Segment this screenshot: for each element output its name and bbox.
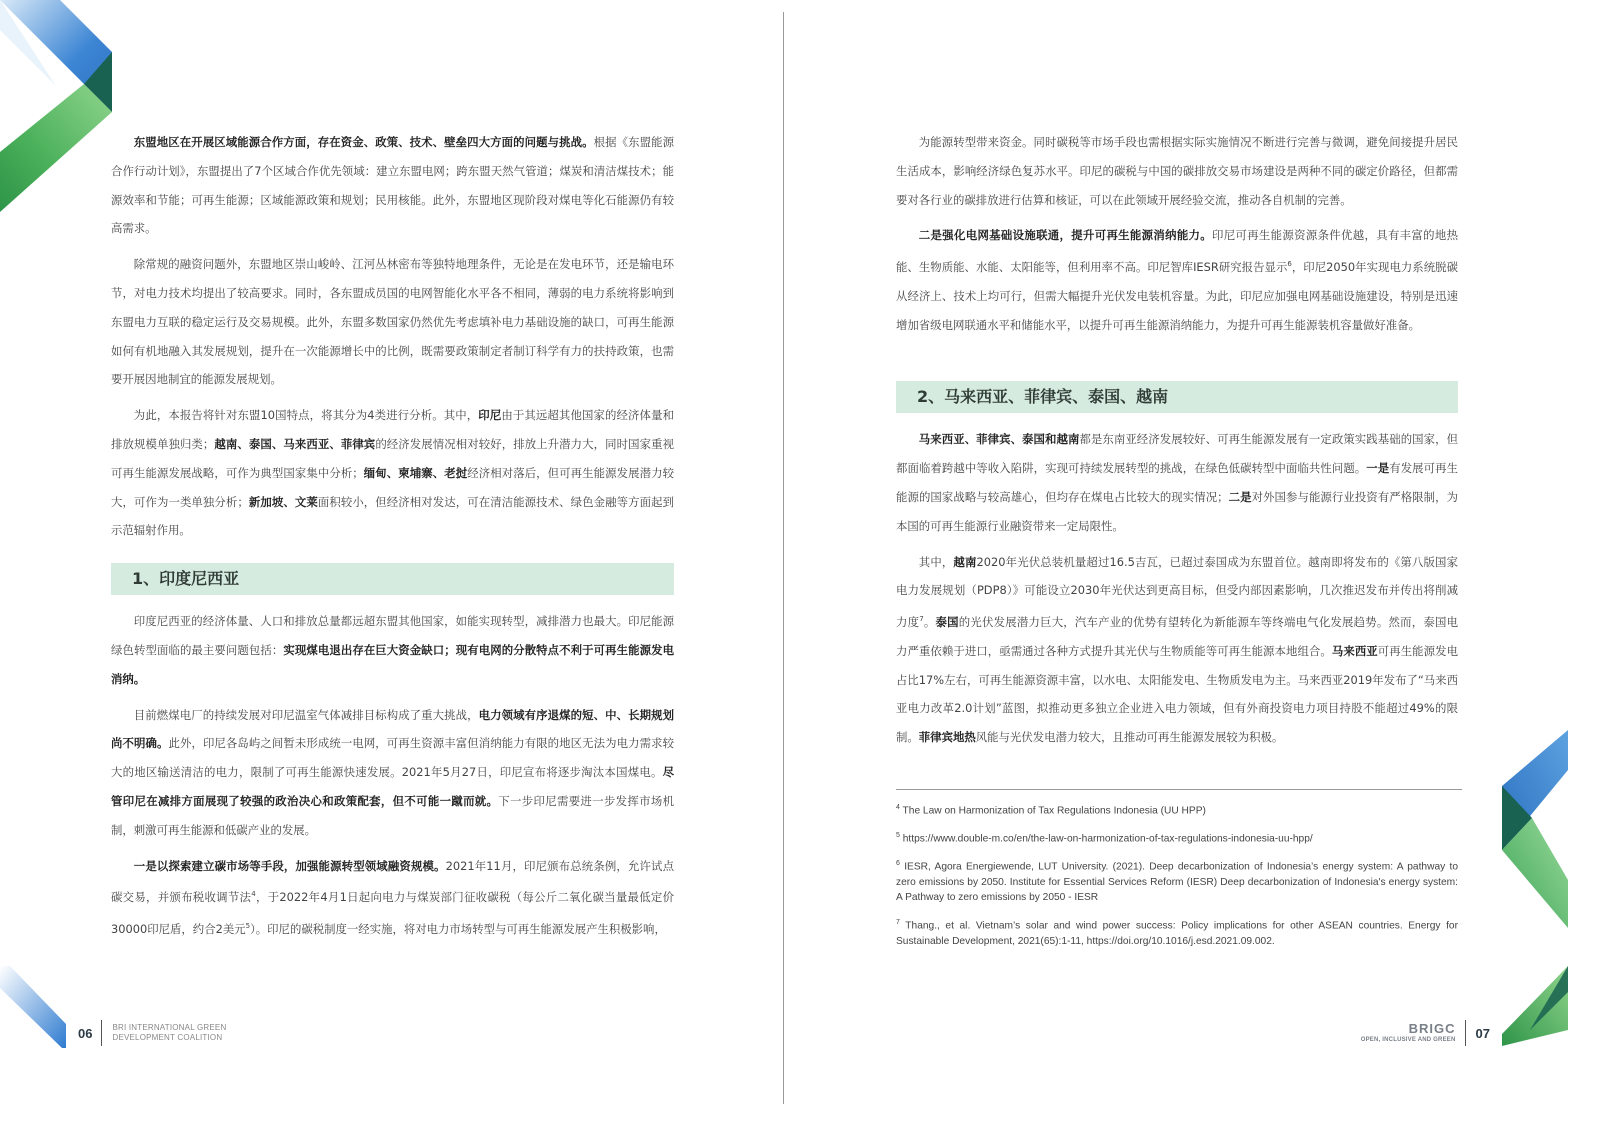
bold-text: 新加坡、文莱 <box>248 494 318 509</box>
right-paragraphs-before <box>896 128 1458 339</box>
bold-text: 印尼 <box>478 408 502 423</box>
right-paragraphs-after <box>896 425 1458 752</box>
left-footer <box>78 1020 226 1046</box>
text-run: 2021年11月，印尼颁布总统条例，允许试点碳交易，并颁布税收调节法 <box>111 858 674 905</box>
footnote-reference: 4 <box>251 890 256 899</box>
text-run: ，于2022年4月1日起向电力与煤炭部门征收碳税（每公斤二氧化碳当量最低定价30000印尼盾，约合2美元 <box>111 890 674 936</box>
footnote-item <box>896 828 1458 847</box>
text-run: 由于其远超其他国家的经济体量和排放规模单独归类； <box>111 408 674 451</box>
footnote-text: The Law on Harmonization of Tax Regulations Indonesia (UU HPP) <box>899 805 1206 817</box>
page-number: 06 <box>78 1025 93 1041</box>
corner-chevron-decoration-top-left <box>0 0 114 212</box>
footnote-item <box>896 856 1458 906</box>
right-body-column <box>896 128 1458 958</box>
left-paragraphs-after <box>111 607 674 943</box>
bold-text: 二是强化电网基础设施联通，提升可再生能源消纳能力。 <box>918 228 1213 243</box>
footnotes <box>896 800 1458 949</box>
bold-text: 马来西亚 <box>1331 643 1378 658</box>
text-run: 印度尼西亚的经济体量、人口和排放总量都远超东盟其他国家，如能实现转型，减排潜力也最大。印尼能源绿色转型面临的最主要问题包括： <box>111 614 674 657</box>
body-paragraph <box>111 128 674 243</box>
corner-chevron-decoration-right <box>1502 730 1568 1050</box>
text-run: 都是东南亚经济发展较好、可再生能源发展有一定政策实践基础的国家，但都面临着跨越中等收入陷阱，实现可持续发展转型的挑战，在绿色低碳转型中面临共性问题。 <box>896 432 1458 476</box>
bold-text: 尽管印尼在减排方面展现了较强的政治决心和政策配套，但不可能一蹴而就。 <box>111 765 674 808</box>
text-run: 下一步印尼需要进一步发挥市场机制，刺激可再生能源和低碳产业的发展。 <box>111 793 674 837</box>
bold-text: 泰国 <box>935 614 959 629</box>
text-run: 的经济发展情况相对较好，排放上升潜力大，同时国家重视可再生能源发展战略，可作为典型国家集中分析； <box>111 436 674 480</box>
footnote-reference: 7 <box>919 615 924 624</box>
bold-text: 一是 <box>1366 461 1390 476</box>
text-run: ）。印尼的碳税制度一经实施，将对电力市场转型与可再生能源发展产生积极影响， <box>250 921 666 936</box>
bold-text: 电力领域有序退煤的短、中、长期规划尚不明确。 <box>111 707 674 751</box>
text-run: 根据《东盟能源合作行动计划》，东盟提出了7个区域合作优先领域：建立东盟电网；跨东盟天然气管道；煤炭和清洁煤技术；能源效率和节能；可再生能源；区域能源政策和规划；民用核能。此外，东盟地区现阶段对煤电等化石能源仍有较高需求。 <box>111 135 674 236</box>
organization-name: BRI INTERNATIONAL GREEN DEVELOPMENT COALITION <box>112 1023 227 1042</box>
text-run: 可再生能源发电占比17%左右，可再生能源资源丰富，以水电、太阳能发电、生物质发电为主。马来西亚2019年发布了“马来西亚电力改革2.0计划”蓝图，拟推动更多独立企业进入电力领域，但有外商投资电力项目持股不能超过49%的限制。 <box>896 643 1458 745</box>
text-run: 此外，印尼各岛屿之间暂未形成统一电网，可再生资源丰富但消纳能力有限的地区无法为电力需求较大的地区输送清洁的电力，限制了可再生能源快速发展。2021年5月27日，印尼宣布将逐步淘汰本国煤电。 <box>111 736 674 780</box>
bold-text: 缅甸、柬埔寨、老挝 <box>363 465 468 480</box>
bold-text: 马来西亚、菲律宾、泰国和越南 <box>918 432 1080 447</box>
text-run: 为此，本报告将针对东盟10国特点，将其分为4类进行分析。其中， <box>133 408 479 423</box>
text-run: 。 <box>923 614 936 629</box>
body-paragraph <box>111 607 674 693</box>
body-paragraph <box>896 425 1458 540</box>
right-footer <box>1361 1020 1490 1046</box>
left-body-column <box>111 128 674 951</box>
text-run: 面积较小，但经济相对发达，可在清洁能源技术、绿色金融等方面起到示范辐射作用。 <box>111 494 674 538</box>
footnote-text: Thang., et al. Vietnam’s solar and wind power success: Policy implications for other ASEAN countries. Energy for Sustainable Development, 2021(65):1-11, https://doi.org/10.1016/j.esd.2021.09.002. <box>896 920 1458 947</box>
footnote-item <box>896 800 1458 819</box>
left-paragraphs-before <box>111 128 674 545</box>
section-heading-malaysia-philippines-thailand-vietnam: 2、马来西亚、菲律宾、泰国、越南 <box>896 381 1458 413</box>
footnote-item <box>896 915 1458 949</box>
body-paragraph <box>111 250 674 394</box>
bold-text: 越南 <box>953 554 977 569</box>
body-paragraph <box>896 221 1458 339</box>
text-run: 经济相对落后，但可再生能源发展潜力较大，可作为一类单独分析； <box>111 465 674 509</box>
bold-text: 东盟地区在开展区域能源合作方面，存在资金、政策、技术、壁垒四大方面的问题与挑战。 <box>133 135 594 149</box>
text-run: 除常规的融资问题外，东盟地区崇山峻岭、江河丛林密布等独特地理条件，无论是在发电环节，还是输电环节，对电力技术均提出了较高要求。同时，各东盟成员国的电网智能化水平各不相同，薄弱的电力系统将影响到东盟电力互联的稳定运行及交易规模。此外，东盟多数国家仍然优先考虑填补电力基础设施的缺口，可再生能源如何有机地融入其发展规划，提升在一次能源增长中的比例，既需要政策制定者制订科学有力的扶持政策，也需要开展因地制宜的能源发展规划。 <box>111 257 674 387</box>
footnote-number: 6 <box>896 859 900 867</box>
bold-text: 一是以探索建立碳市场等手段，加强能源转型领域融资规模。 <box>133 858 446 873</box>
body-paragraph <box>111 401 674 545</box>
bold-text: 实现煤电退出存在巨大资金缺口；现有电网的分散特点不利于可再生能源发电消纳。 <box>111 642 674 686</box>
text-run: 2020年光伏总装机量超过16.5吉瓦，已超过泰国成为东盟首位。越南即将发布的《第八版国家电力发展规划（PDP8）》可能设立2030年光伏达到更高目标，但受内部因素影响，几次推迟发布并传出将削减力度 <box>896 554 1458 629</box>
footnote-text: https://www.double-m.co/en/the-law-on-harmonization-of-tax-regulations-indonesia-uu-hpp/ <box>899 833 1313 845</box>
footer-divider <box>1465 1020 1466 1046</box>
footnote-number: 4 <box>896 803 900 811</box>
body-paragraph <box>896 548 1458 752</box>
text-run: 风能与光伏发电潜力较大，且推动可再生能源发展较为积极。 <box>975 730 1284 745</box>
footer-divider <box>101 1020 102 1046</box>
footnote-reference: 5 <box>245 921 251 930</box>
section-heading-indonesia: 1、印度尼西亚 <box>111 563 674 595</box>
text-run: 印尼可再生能源资源条件优越，具有丰富的地热能、生物质能、水能、太阳能等，但利用率不高。印尼智库IESR研究报告显示 <box>896 228 1458 274</box>
text-run: 有发展可再生能源的国家战略与较高雄心，但均存在煤电占比较大的现实情况； <box>896 461 1458 504</box>
bold-text: 越南、泰国、马来西亚、菲律宾 <box>214 436 376 451</box>
footnote-divider <box>896 789 1462 790</box>
corner-decoration-bottom-left <box>0 966 66 1048</box>
text-run: 对外国参与能源行业投资有严格限制，为本国的可再生能源行业融资带来一定局限性。 <box>896 489 1458 533</box>
left-page <box>0 0 783 1104</box>
footnote-number: 7 <box>896 918 900 926</box>
bold-text: 菲律宾地热 <box>918 730 976 745</box>
page-number: 07 <box>1475 1025 1490 1041</box>
text-run: 的光伏发展潜力巨大，汽车产业的优势有望转化为新能源车等终端电气化发展趋势。然而，泰国电力严重依赖于进口，亟需通过各种方式提升其光伏与生物质能等可再生能源本地组合。 <box>896 614 1458 658</box>
bold-text: 二是 <box>1228 489 1252 504</box>
footnote-number: 5 <box>896 831 900 839</box>
footnote-text: IESR, Agora Energiewende, LUT University. (2021). Deep decarbonization of Indonesia’s energy system: A pathway to zero emissions by 2050. Institute for Essential Services Reform (IESR) Deep decarbonization of Indonesia's energy system: A Pathway to zero emissions by 2050 - IESR <box>896 861 1458 904</box>
body-paragraph <box>111 852 674 944</box>
body-paragraph <box>896 128 1458 214</box>
right-page <box>784 0 1568 1104</box>
footnote-reference: 6 <box>1287 260 1292 269</box>
text-run: 其中， <box>918 554 954 569</box>
body-paragraph <box>111 701 674 845</box>
text-run: 为能源转型带来资金。同时碳税等市场手段也需根据实际实施情况不断进行完善与微调，避免间接提升居民生活成本，影响经济绿色复苏水平。印尼的碳税与中国的碳排放交易市场建设是两种不同的碳定价路径，但都需要对各行业的碳排放进行估算和核证，可以在此领域开展经验交流，推动各自机制的完善。 <box>896 135 1458 207</box>
text-run: ，印尼2050年实现电力系统脱碳从经济上、技术上均可行，但需大幅提升光伏发电装机容量。为此，印尼应加强电网基础设施建设，特别是迅速增加省级电网联通水平和储能水平，以提升可再生能源消纳能力，为提升可再生能源装机容量做好准备。 <box>896 259 1458 332</box>
text-run: 目前燃煤电厂的持续发展对印尼温室气体减排目标构成了重大挑战， <box>133 707 479 722</box>
brand-logo: BRIGC OPEN, INCLUSIVE AND GREEN <box>1360 1021 1456 1043</box>
